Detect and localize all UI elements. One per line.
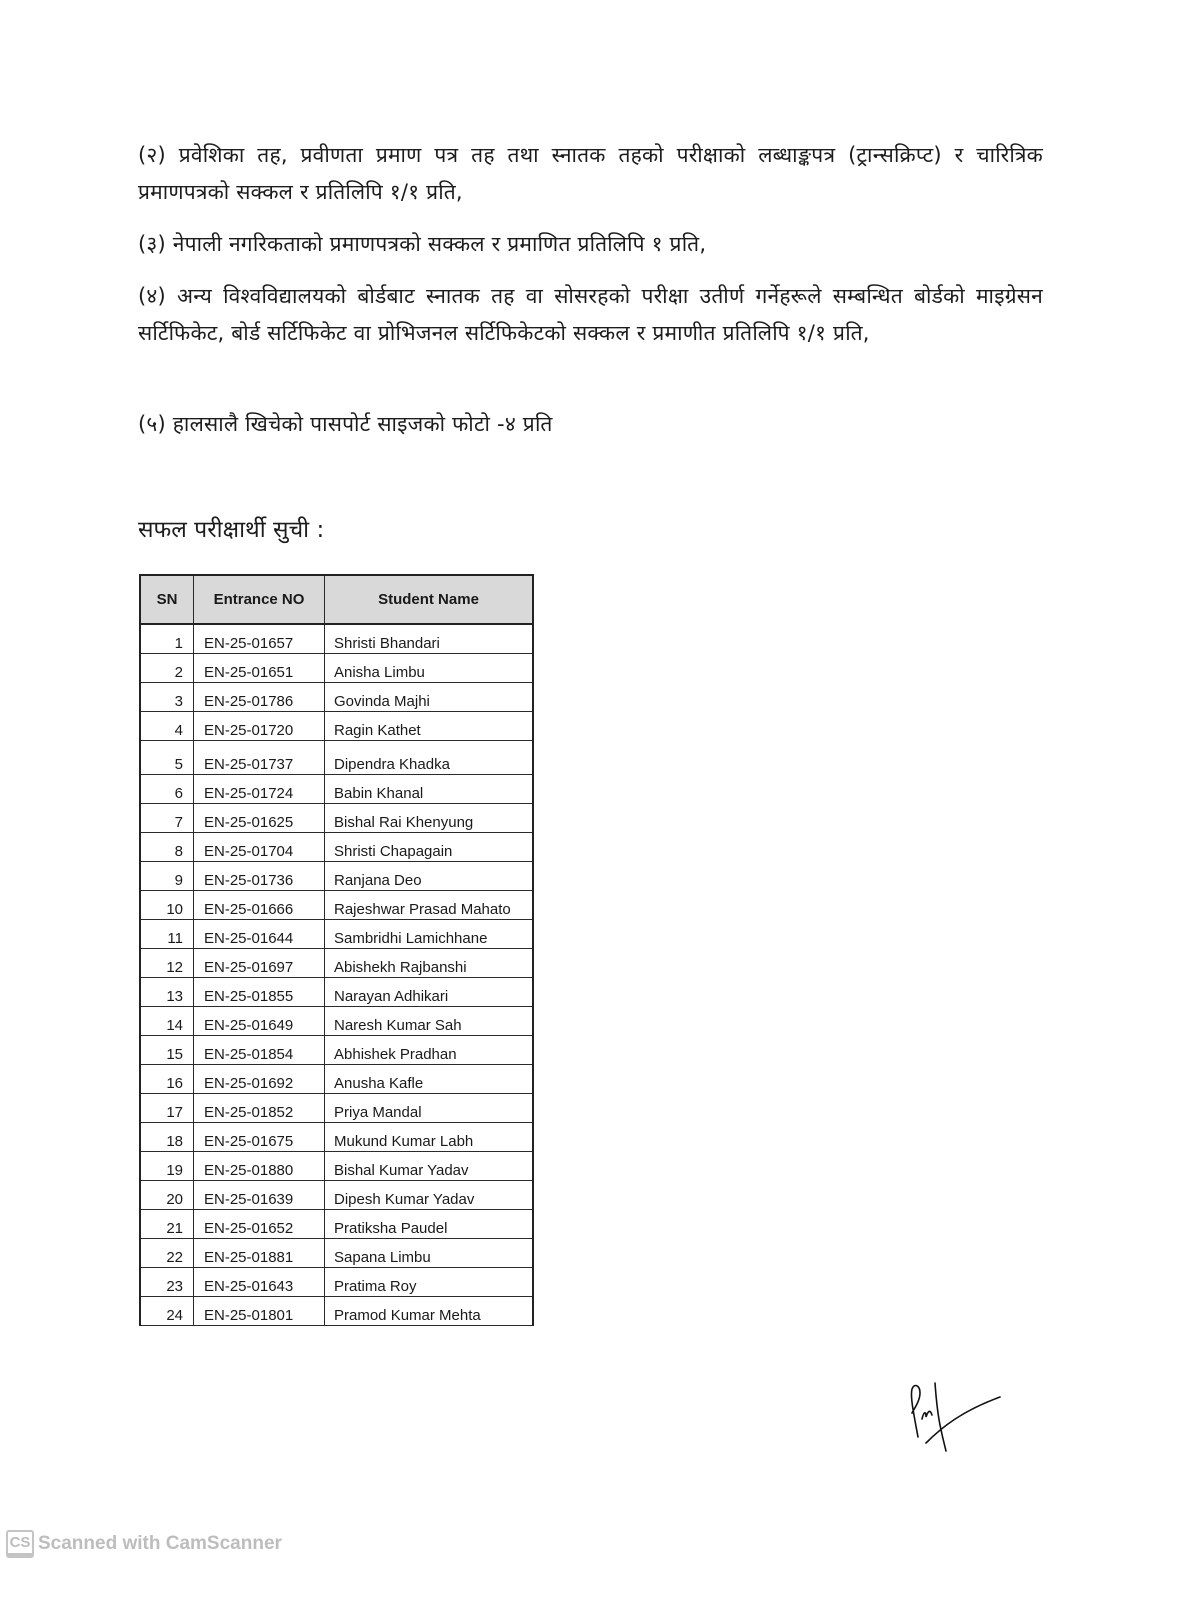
cell-sn: 5 xyxy=(140,741,194,775)
cell-entrance-no: EN-25-01704 xyxy=(194,833,325,862)
cell-student-name: Bishal Rai Khenyung xyxy=(325,804,534,833)
table-row xyxy=(140,1007,533,1036)
cell-entrance-no: EN-25-01697 xyxy=(194,949,325,978)
table-row xyxy=(140,949,533,978)
cell-entrance-no: EN-25-01737 xyxy=(194,741,325,775)
cell-entrance-no: EN-25-01720 xyxy=(194,712,325,741)
cell-entrance-no: EN-25-01675 xyxy=(194,1123,325,1152)
column-header-sn: SN xyxy=(140,575,194,624)
table-row xyxy=(140,741,533,775)
cell-sn: 19 xyxy=(140,1152,194,1181)
table-row xyxy=(140,920,533,949)
cell-entrance-no: EN-25-01881 xyxy=(194,1239,325,1268)
cell-student-name: Sapana Limbu xyxy=(325,1239,534,1268)
cell-sn: 17 xyxy=(140,1094,194,1123)
cell-student-name: Dipesh Kumar Yadav xyxy=(325,1181,534,1210)
cell-sn: 4 xyxy=(140,712,194,741)
table-row xyxy=(140,1094,533,1123)
results-table-body xyxy=(140,624,533,1326)
cell-student-name: Naresh Kumar Sah xyxy=(325,1007,534,1036)
cell-sn: 3 xyxy=(140,683,194,712)
cell-student-name: Govinda Majhi xyxy=(325,683,534,712)
cell-sn: 8 xyxy=(140,833,194,862)
cell-student-name: Shristi Bhandari xyxy=(325,624,534,654)
table-row xyxy=(140,1239,533,1268)
cell-sn: 20 xyxy=(140,1181,194,1210)
table-row xyxy=(140,1065,533,1094)
cell-sn: 6 xyxy=(140,775,194,804)
table-row xyxy=(140,1181,533,1210)
requirement-item-3: (३) नेपाली नगरिकताको प्रमाणपत्रको सक्कल र प्रमाणित प्रतिलिपि १ प्रति, xyxy=(138,232,707,256)
cell-entrance-no: EN-25-01644 xyxy=(194,920,325,949)
table-row xyxy=(140,1268,533,1297)
camscanner-watermark xyxy=(6,1530,282,1558)
watermark-text: Scanned with CamScanner xyxy=(38,1533,282,1554)
table-row xyxy=(140,1297,533,1326)
table-header-row xyxy=(140,575,533,624)
cell-student-name: Bishal Kumar Yadav xyxy=(325,1152,534,1181)
table-row xyxy=(140,654,533,683)
cell-sn: 24 xyxy=(140,1297,194,1326)
cell-student-name: Pratima Roy xyxy=(325,1268,534,1297)
table-row xyxy=(140,804,533,833)
requirement-item-4: (४) अन्य विश्वविद्यालयको बोर्डबाट स्नातक तह वा सोसरहको परीक्षा उतीर्ण गर्नेहरूले सम्बन्धित बोर्डको माइग्रेसन सर्टिफिकेट, बोर्ड सर्टिफिकेट वा प्रोभिजनल सर्टिफिकेटको सक्कल र प्रमाणीत प्रतिलिपि १/१ प्रति, xyxy=(138,284,1043,345)
cell-student-name: Pramod Kumar Mehta xyxy=(325,1297,534,1326)
cell-student-name: Anusha Kafle xyxy=(325,1065,534,1094)
requirement-item-2: (२) प्रवेशिका तह, प्रवीणता प्रमाण पत्र तह तथा स्नातक तहको परीक्षाको लब्धाङ्कपत्र (ट्रान्सक्रिप्ट) र चारित्रिक प्रमाणपत्रको सक्कल र प्रतिलिपि १/१ प्रति, xyxy=(138,143,1043,204)
column-header-name: Student Name xyxy=(325,575,534,624)
cell-entrance-no: EN-25-01643 xyxy=(194,1268,325,1297)
cell-entrance-no: EN-25-01651 xyxy=(194,654,325,683)
cell-sn: 9 xyxy=(140,862,194,891)
cell-student-name: Ragin Kathet xyxy=(325,712,534,741)
results-table xyxy=(139,574,534,1326)
table-row xyxy=(140,1036,533,1065)
results-heading: सफल परीक्षार्थी सुची : xyxy=(138,517,325,543)
cell-student-name: Mukund Kumar Labh xyxy=(325,1123,534,1152)
cell-student-name: Abhishek Pradhan xyxy=(325,1036,534,1065)
cell-entrance-no: EN-25-01652 xyxy=(194,1210,325,1239)
camscanner-logo: CS xyxy=(6,1530,34,1558)
table-row xyxy=(140,712,533,741)
signature xyxy=(900,1375,1010,1455)
cell-student-name: Anisha Limbu xyxy=(325,654,534,683)
cell-entrance-no: EN-25-01639 xyxy=(194,1181,325,1210)
cell-sn: 10 xyxy=(140,891,194,920)
table-row xyxy=(140,775,533,804)
cell-student-name: Abishekh Rajbanshi xyxy=(325,949,534,978)
cell-sn: 22 xyxy=(140,1239,194,1268)
cell-student-name: Sambridhi Lamichhane xyxy=(325,920,534,949)
cell-sn: 13 xyxy=(140,978,194,1007)
cell-entrance-no: EN-25-01666 xyxy=(194,891,325,920)
cell-student-name: Narayan Adhikari xyxy=(325,978,534,1007)
cell-student-name: Dipendra Khadka xyxy=(325,741,534,775)
cell-entrance-no: EN-25-01736 xyxy=(194,862,325,891)
cell-sn: 2 xyxy=(140,654,194,683)
cell-sn: 11 xyxy=(140,920,194,949)
cell-entrance-no: EN-25-01852 xyxy=(194,1094,325,1123)
cell-student-name: Shristi Chapagain xyxy=(325,833,534,862)
cell-entrance-no: EN-25-01854 xyxy=(194,1036,325,1065)
cell-entrance-no: EN-25-01692 xyxy=(194,1065,325,1094)
cell-entrance-no: EN-25-01786 xyxy=(194,683,325,712)
cell-sn: 23 xyxy=(140,1268,194,1297)
cell-sn: 14 xyxy=(140,1007,194,1036)
cell-entrance-no: EN-25-01801 xyxy=(194,1297,325,1326)
cell-entrance-no: EN-25-01625 xyxy=(194,804,325,833)
cell-entrance-no: EN-25-01855 xyxy=(194,978,325,1007)
cell-student-name: Babin Khanal xyxy=(325,775,534,804)
table-row xyxy=(140,862,533,891)
cell-student-name: Priya Mandal xyxy=(325,1094,534,1123)
table-row xyxy=(140,1123,533,1152)
cell-student-name: Pratiksha Paudel xyxy=(325,1210,534,1239)
cell-sn: 16 xyxy=(140,1065,194,1094)
signature-stroke xyxy=(911,1383,1000,1451)
table-row xyxy=(140,833,533,862)
table-row xyxy=(140,1152,533,1181)
cell-entrance-no: EN-25-01649 xyxy=(194,1007,325,1036)
cell-entrance-no: EN-25-01657 xyxy=(194,624,325,654)
cell-sn: 18 xyxy=(140,1123,194,1152)
cell-sn: 15 xyxy=(140,1036,194,1065)
cell-sn: 1 xyxy=(140,624,194,654)
table-row xyxy=(140,683,533,712)
cell-student-name: Ranjana Deo xyxy=(325,862,534,891)
cell-student-name: Rajeshwar Prasad Mahato xyxy=(325,891,534,920)
table-row xyxy=(140,978,533,1007)
cell-entrance-no: EN-25-01880 xyxy=(194,1152,325,1181)
cell-entrance-no: EN-25-01724 xyxy=(194,775,325,804)
requirement-item-5: (५) हालसालै खिचेको पासपोर्ट साइजको फोटो -४ प्रति xyxy=(138,412,553,436)
cell-sn: 21 xyxy=(140,1210,194,1239)
column-header-entrance: Entrance NO xyxy=(194,575,325,624)
table-row xyxy=(140,1210,533,1239)
table-row xyxy=(140,624,533,654)
cell-sn: 7 xyxy=(140,804,194,833)
table-row xyxy=(140,891,533,920)
cell-sn: 12 xyxy=(140,949,194,978)
